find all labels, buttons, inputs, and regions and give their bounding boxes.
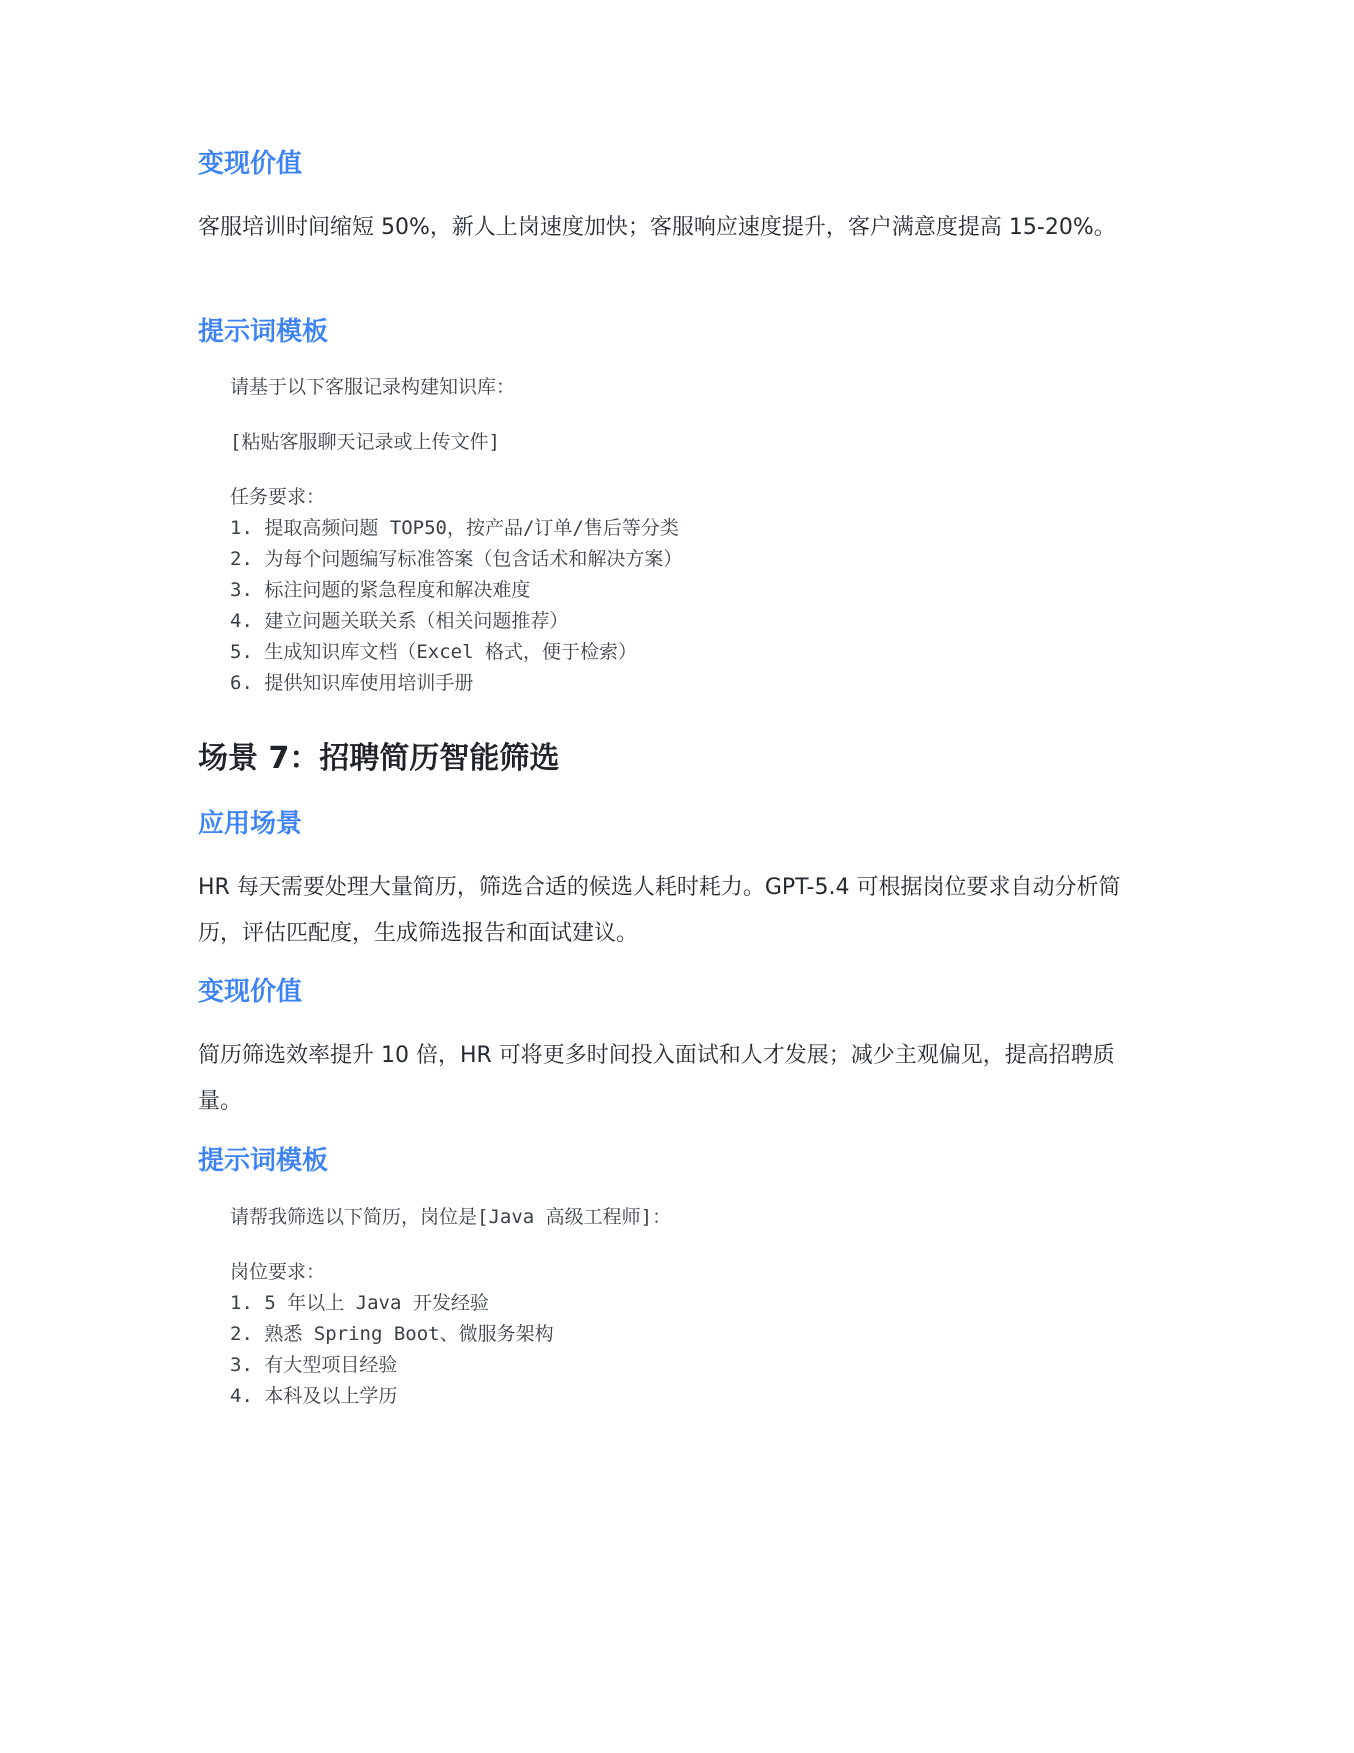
scene7-title: 场景 7：招聘简历智能筛选 xyxy=(198,741,560,776)
code-line: 请基于以下客服记录构建知识库： xyxy=(230,376,516,398)
prompt-template-heading: 提示词模板 xyxy=(198,1146,329,1176)
code-line: 2. 为每个问题编写标准答案（包含话术和解决方案） xyxy=(230,548,683,570)
code-line: 1. 提取高频问题 TOP50，按产品/订单/售后等分类 xyxy=(230,517,679,539)
code-line: [粘贴客服聊天记录或上传文件] xyxy=(230,431,500,453)
code-line: 3. 标注问题的紧急程度和解决难度 xyxy=(230,579,531,601)
monetize-paragraph: 客服培训时间缩短 50%，新人上岗速度加快；客服响应速度提升，客户满意度提高 15-20%。 xyxy=(198,215,1116,240)
code-line: 1. 5 年以上 Java 开发经验 xyxy=(230,1292,489,1314)
application-heading: 应用场景 xyxy=(198,809,303,839)
code-line: 6. 提供知识库使用培训手册 xyxy=(230,672,474,694)
application-paragraph: HR 每天需要处理大量简历，筛选合适的候选人耗时耗力。GPT-5.4 可根据岗位要求自动分析简历，评估匹配度，生成筛选报告和面试建议。 xyxy=(198,875,1121,946)
prompt-code-block xyxy=(230,1202,1130,1412)
monetize-heading: 变现价值 xyxy=(198,977,303,1007)
code-line: 4. 本科及以上学历 xyxy=(230,1385,398,1407)
code-line: 3. 有大型项目经验 xyxy=(230,1354,398,1376)
prompt-template-heading: 提示词模板 xyxy=(198,317,329,347)
monetize-paragraph: 简历筛选效率提升 10 倍，HR 可将更多时间投入面试和人才发展；减少主观偏见，提高招聘质量。 xyxy=(198,1043,1115,1114)
code-line: 5. 生成知识库文档（Excel 格式，便于检索） xyxy=(230,641,637,663)
code-line: 请帮我筛选以下简历，岗位是[Java 高级工程师]： xyxy=(230,1206,672,1228)
code-line: 4. 建立问题关联关系（相关问题推荐） xyxy=(230,610,569,632)
prompt-code-block xyxy=(230,372,1130,699)
code-line: 任务要求： xyxy=(230,486,326,508)
code-line: 岗位要求： xyxy=(230,1261,326,1283)
code-line: 2. 熟悉 Spring Boot、微服务架构 xyxy=(230,1323,554,1345)
monetize-heading: 变现价值 xyxy=(198,149,303,179)
